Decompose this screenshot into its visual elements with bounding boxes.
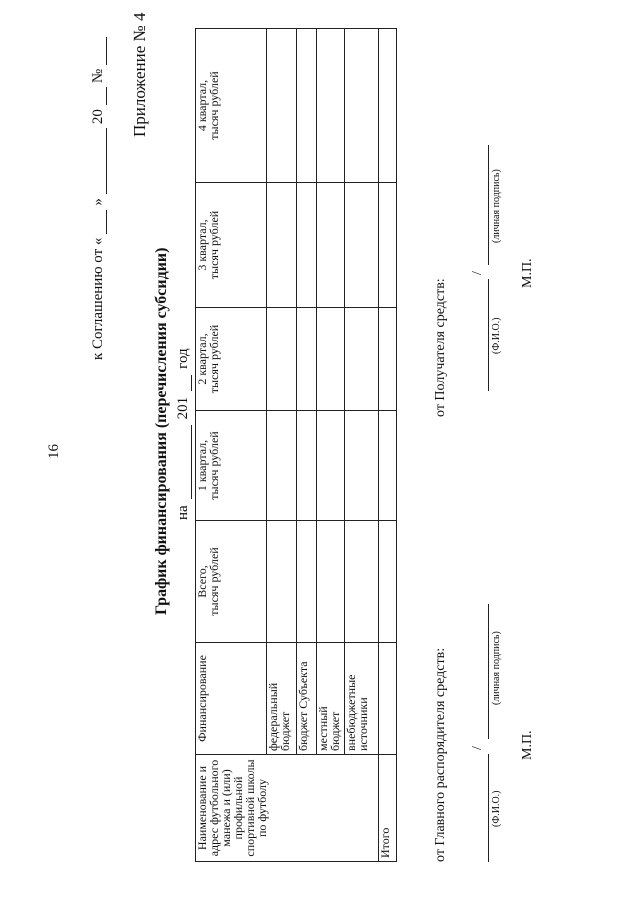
table-cell [267,29,297,183]
document-title: График финансирования (перечисления субсидии) [153,247,170,615]
table-cell [297,29,317,183]
signature-left-slash: / [470,746,485,750]
header-q4: 4 квартал, тысяч рублей [196,29,267,183]
header-total: Всего, тысяч рублей [196,521,267,643]
agreement-number-blank [92,37,107,65]
agreement-quote-close: » [90,198,106,206]
signature-left-sign-caption: (личная подпись) [491,631,502,705]
table-cell [345,183,379,308]
table-cell [379,29,397,183]
table-cell [345,29,379,183]
table-cell [297,308,317,411]
signature-left-label: от Главного распорядителя средств: [433,647,448,862]
signature-right-sign-line [488,145,489,265]
signature-right-slash: / [470,271,485,275]
year-line [175,348,192,520]
agreement-day-blank [92,210,107,234]
signature-right-name-line [488,279,489,391]
table-header-row [196,29,267,862]
header-financing: Финансирование [196,643,267,755]
header-q3: 3 квартал, тысяч рублей [196,183,267,308]
table-cell [379,411,397,521]
agreement-prefix: к Соглашению от « [90,237,106,360]
source-federal: федеральный бюджет [267,643,297,755]
header-q2: 2 квартал, тысяч рублей [196,308,267,411]
table-cell [297,411,317,521]
signature-left-stamp: М.П. [520,730,535,760]
appendix-title: Приложение № 4 [130,12,149,137]
table-cell [379,183,397,308]
year-blank-left [177,425,192,499]
table-cell [267,521,297,643]
table-cell [379,308,397,411]
agreement-month-blank [92,128,107,194]
table-cell [317,183,345,308]
year-value: 201 [175,396,191,420]
year-prefix: на [175,505,191,520]
table-cell [267,308,297,411]
table-cell [267,183,297,308]
table-row [345,29,379,862]
signature-left-name-line [488,754,489,862]
source-extrabudgetary: внебюджетные источники [345,643,379,755]
table-cell [345,411,379,521]
table-row [267,29,297,862]
table-total-row [379,29,397,862]
year-blank-right [177,375,192,391]
source-local: местный бюджет [317,643,345,755]
agreement-reference [90,37,107,360]
signature-right-name-caption: (Ф.И.О.) [491,317,502,354]
table-row [297,29,317,862]
table-cell [297,521,317,643]
agreement-year-blank [92,87,107,105]
signature-left-name-caption: (Ф.И.О.) [491,790,502,827]
agreement-number-label: № [90,68,106,84]
agreement-year-prefix: 20 [90,109,106,125]
source-regional: бюджет Субъекта [297,643,317,755]
table-cell [297,183,317,308]
table-cell [317,411,345,521]
table-cell [379,521,397,643]
table-cell [317,308,345,411]
table-cell [345,521,379,643]
table-row [317,29,345,862]
table-cell [317,521,345,643]
signature-right-label: от Получателя средств: [433,278,448,417]
header-q1: 1 квартал, тысяч рублей [196,411,267,521]
signature-right-sign-caption: (личная подпись) [491,169,502,243]
signature-left-sign-line [488,604,489,739]
header-name-address: Наименование и адрес футбольного манежа и (или) профильной спортивной школы по футболу [196,755,379,862]
signature-right-stamp: М.П. [520,258,535,288]
table-cell [345,308,379,411]
total-row-label: Итого [379,755,397,862]
page-number: 16 [46,444,62,459]
table-cell [267,411,297,521]
table-cell [379,643,397,755]
year-suffix: год [175,348,191,369]
financing-schedule-table [195,28,397,862]
table-cell [317,29,345,183]
